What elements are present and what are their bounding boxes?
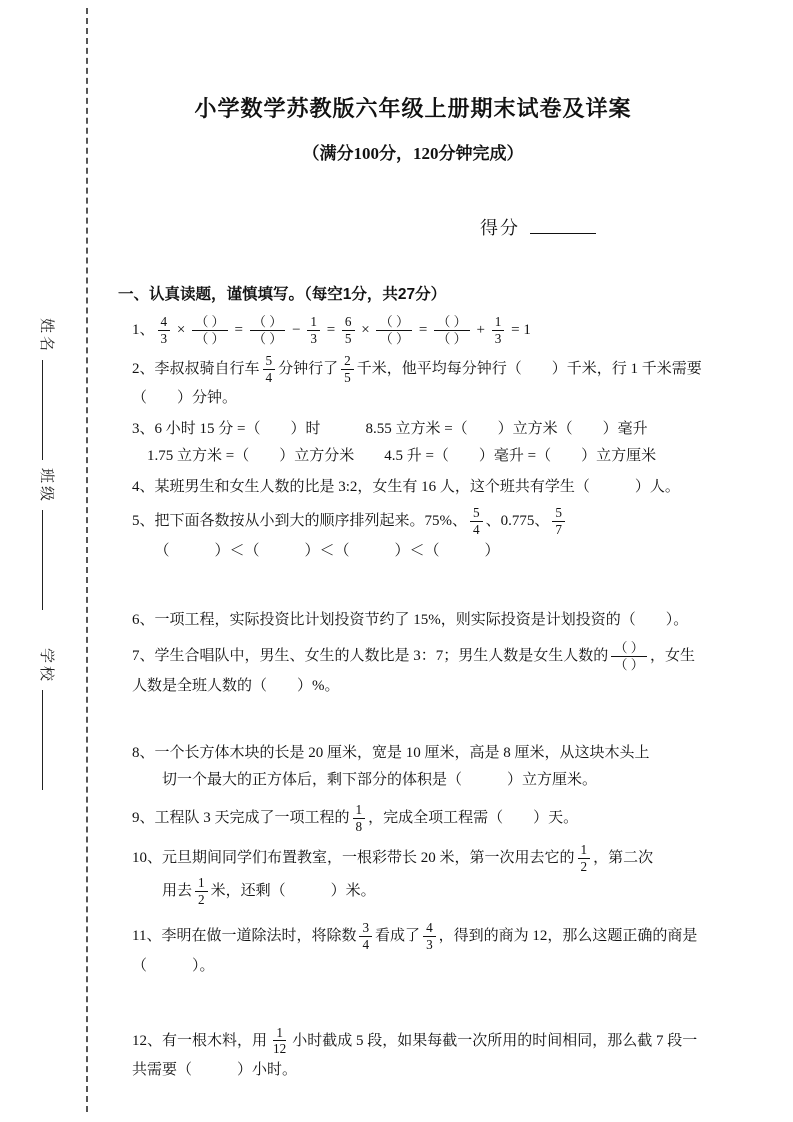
page-title: 小学数学苏教版六年级上册期末试卷及详案	[194, 96, 632, 121]
class-label: 班级	[38, 468, 54, 505]
side-rot-class	[37, 468, 58, 610]
question: 12、有一根木料，用 $\frac{1}{12}$ 小时截成 5 段，如果每截一次所用的时间相同，那么截 7 段一 共需要（ ）小时。	[132, 1024, 698, 1079]
fraction: $\frac{1}{8}$	[353, 802, 366, 835]
score-blank-line	[530, 216, 596, 234]
question: 5、把下面各数按从小到大的顺序排列起来。75%、 $\frac{5}{4}$ 、0.775、 $\frac{5}{7}$ （ ）＜（ ）＜（ ）＜（ ）	[118, 505, 708, 565]
question: 4、某班男生和女生人数的比是 3:2，女生有 16 人，这个班共有学生（ ）人。	[132, 479, 680, 496]
question: 3、6 小时 15 分 =（ ）时 8.55 立方米 =（ ）立方米（ ）毫升 1.75 立方米 =（ ）立方分米 4.5 升 =（ ）毫升 =（ ）立方厘米	[132, 421, 657, 465]
fraction: $\frac{5}{4}$	[263, 353, 276, 386]
question: 6、一项工程，实际投资比计划投资节约了 15%，则实际投资是计划投资的（ ）。	[132, 612, 689, 629]
name-blank-line	[42, 360, 57, 460]
seal-dashed-line	[86, 8, 88, 1112]
question: 7、学生合唱队中，男生、女生的人数比是 3：7；男生人数是女生人数的 $\frac{( )}{( )}$ ，女生 人数是全班人数的（ ）%。	[132, 640, 695, 694]
school-label: 学校	[38, 648, 54, 685]
fraction: $\frac{1}{2}$	[578, 842, 591, 875]
fraction: $\frac{2}{5}$	[341, 353, 354, 386]
section1-heading: 一、认真读题，谨慎填写。（每空1分，共27分）	[118, 286, 447, 303]
fraction: $\frac{( )}{( )}$	[434, 314, 470, 347]
class-blank-line	[42, 510, 57, 610]
fraction: $\frac{1}{12}$	[273, 1024, 287, 1057]
fraction: $\frac{3}{4}$	[359, 920, 372, 953]
question: 11、李明在做一道除法时，将除数 $\frac{3}{4}$ 看成了 $\frac{4}{3}$ ，得到的商为 12，那么这题正确的商是 （ ）。	[132, 919, 698, 974]
question: 8、一个长方体木块的长是 20 厘米，宽是 10 厘米，高是 8 厘米，从这块木头上 切一个最大的正方体后，剩下部分的体积是（ ）立方厘米。	[132, 744, 650, 788]
fraction: $\frac{1}{2}$	[195, 875, 208, 908]
fraction: $\frac{4}{3}$	[158, 314, 171, 347]
content-area	[118, 92, 708, 1084]
question-list	[118, 314, 708, 1084]
question: 2、李叔叔骑自行车 $\frac{5}{4}$ 分钟行了 $\frac{2}{5}$ 千米，他平均每分钟行（ ）千米，行 1 千米需要（ ）分钟。	[132, 352, 702, 407]
question: 10、元旦期间同学们布置教室，一根彩带长 20 米，第一次用去它的 $\frac{1}{2}$ ，第二次 用去 $\frac{1}{2}$ 米，还剩（ ）米。	[132, 842, 654, 907]
score-row	[480, 214, 708, 240]
fraction: $\frac{6}{5}$	[342, 314, 355, 347]
side-rot-school	[37, 648, 58, 790]
fraction: $\frac{4}{3}$	[423, 920, 436, 953]
fraction: $\frac{1}{3}$	[307, 314, 320, 347]
fraction: $\frac{( )}{( )}$	[376, 314, 412, 347]
fraction: $\frac{( )}{( )}$	[250, 314, 286, 347]
fraction: $\frac{( )}{( )}$	[192, 314, 228, 347]
fraction: $\frac{( )}{( )}$	[611, 640, 647, 673]
score-label: 得分	[480, 218, 520, 238]
question: 1、 $\frac{4}{3}$ × $\frac{( )}{( )}$ = $\frac{( )}{( )}$ − $\frac{1}{3}$ = $\frac{6}{5}$ × $\frac{( )}{( )}$ = $\frac{( )}{( )}$ + $\frac{1}{3}$ = 1	[132, 314, 531, 346]
name-label: 姓名	[38, 318, 54, 355]
fraction: $\frac{5}{7}$	[552, 505, 565, 538]
school-blank-line	[42, 690, 57, 790]
fraction: $\frac{5}{4}$	[470, 505, 483, 538]
page-subtitle: （满分100分，120分钟完成）	[302, 144, 524, 163]
fraction: $\frac{1}{3}$	[492, 314, 505, 347]
question: 9、工程队 3 天完成了一项工程的 $\frac{1}{8}$ ，完成全项工程需（ ）天。	[132, 801, 579, 834]
side-rot-name	[37, 318, 58, 460]
